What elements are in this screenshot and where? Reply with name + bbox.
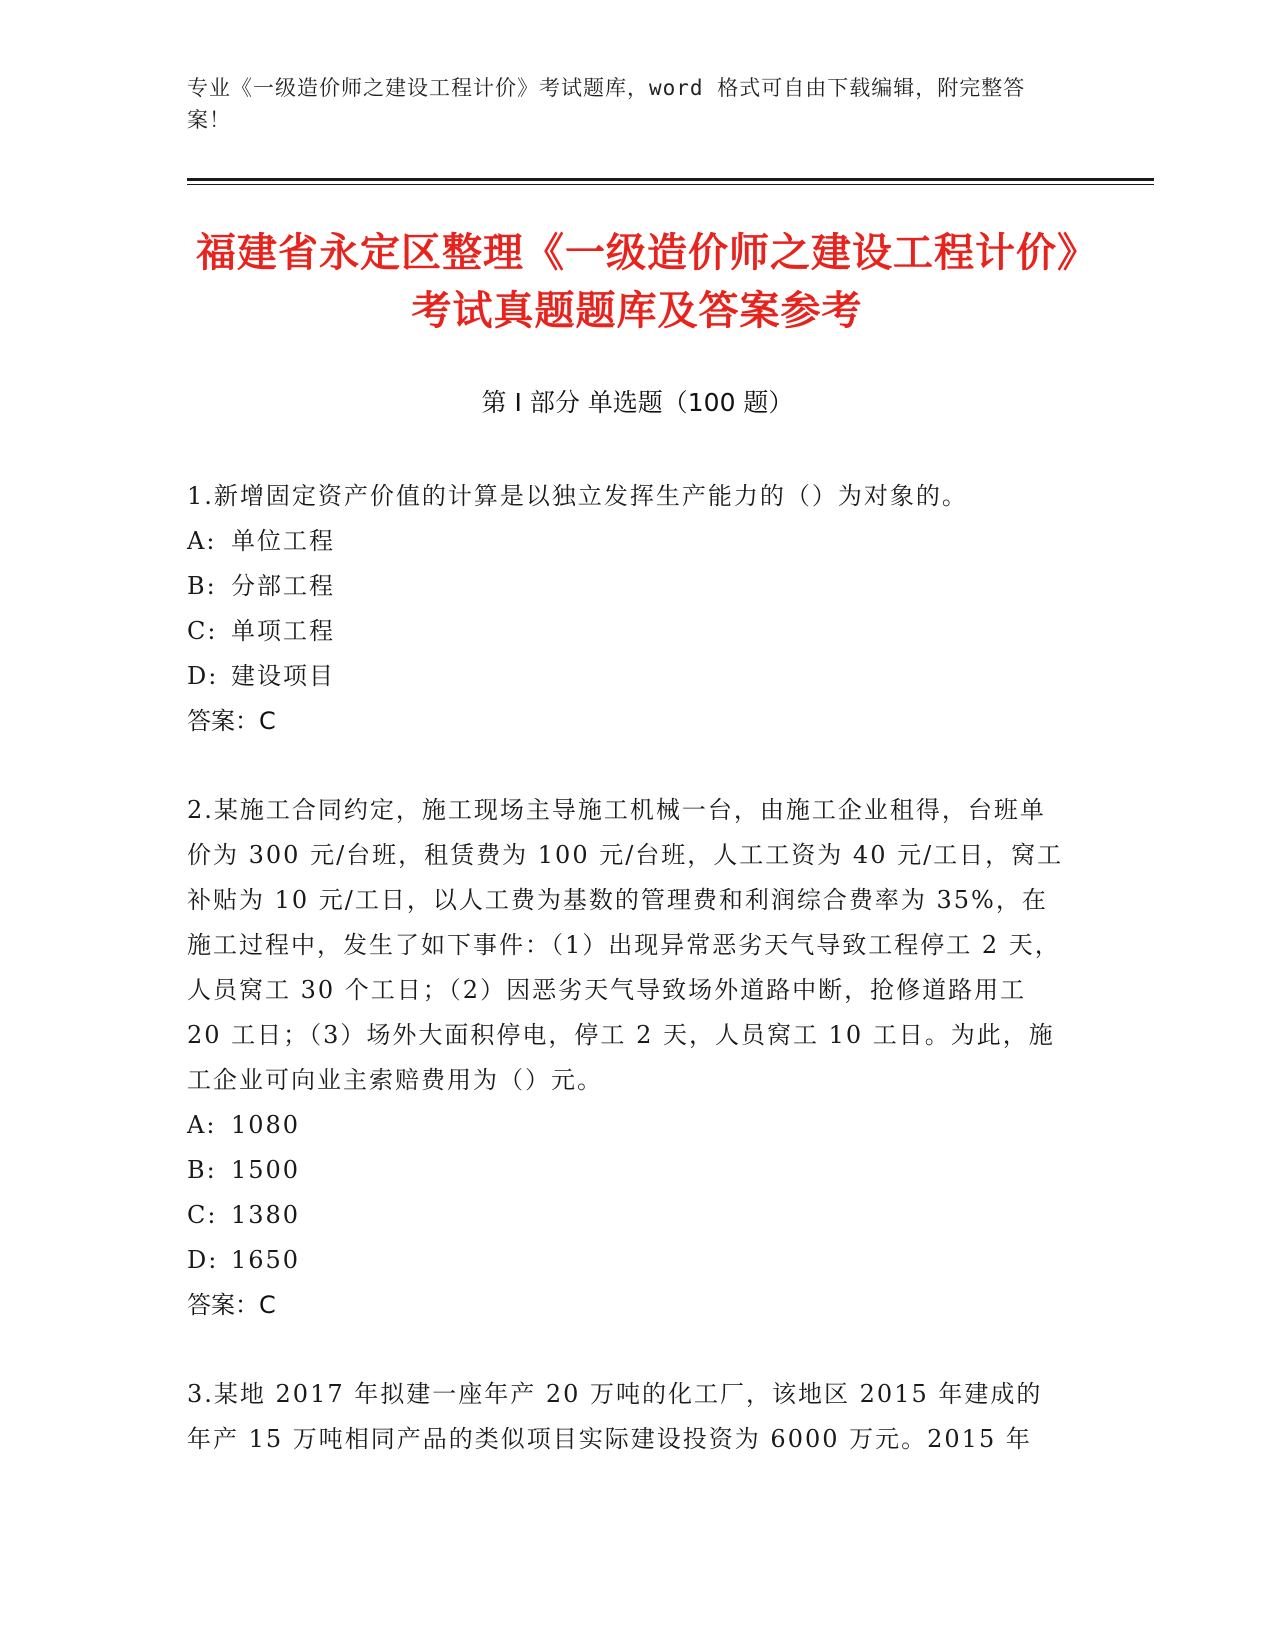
option-c: [187, 609, 1067, 654]
option-d: [187, 654, 1067, 699]
option-letter: D:: [187, 662, 219, 690]
option-b: [187, 564, 1067, 609]
option-text: 单项工程: [231, 617, 335, 645]
option-letter: A:: [187, 1111, 217, 1139]
option-letter: B:: [187, 572, 217, 600]
option-letter: C:: [187, 1201, 218, 1229]
option-letter: A:: [187, 527, 217, 555]
question-stem: 1.新增固定资产价值的计算是以独立发挥生产能力的（）为对象的。: [187, 482, 968, 510]
document-title: 福建省永定区整理《一级造价师之建设工程计价》考试真题题库及答案参考: [196, 230, 1078, 334]
option-letter: B:: [187, 1156, 217, 1184]
answer-line: 答案：C: [187, 1291, 276, 1319]
question-2: [187, 788, 1067, 1328]
option-a: [187, 519, 1067, 564]
answer-line: 答案：C: [187, 707, 276, 735]
question-stem: 2.某施工合同约定，施工现场主导施工机械一台，由施工企业租得，台班单价为 300 元/台班，租赁费为 100 元/台班，人工工资为 40 元/工日，窝工补贴为 10 元/工日，以人工费为基数的管理费和利润综合费率为 35%，在施工过程中，发生了如下事件：（1）出现异常恶劣天气导致工程停工 2 天，人员窝工 30 个工日；（2）因恶劣天气导致场外道路中断，抢修道路用工 20 工日；（3）场外大面积停电，停工 2 天，人员窝工 10 工日。为此，施工企业可向业主索赔费用为（）元。: [187, 796, 1064, 1094]
header-divider-thick: [187, 178, 1154, 181]
option-b: [187, 1148, 1067, 1193]
section-heading: 第 I 部分 单选题（100 题）: [481, 388, 794, 417]
option-d: [187, 1238, 1067, 1283]
option-text: 1500: [231, 1156, 301, 1184]
option-text: 单位工程: [231, 527, 335, 555]
option-c: [187, 1193, 1067, 1238]
header-note: 专业《一级造价师之建设工程计价》考试题库，word 格式可自由下载编辑，附完整答案！: [187, 76, 1026, 132]
option-text: 建设项目: [231, 662, 335, 690]
question-list: [187, 474, 1067, 1506]
option-text: 1650: [231, 1246, 301, 1274]
question-1: [187, 474, 1067, 744]
question-3: [187, 1372, 1067, 1462]
option-text: 分部工程: [231, 572, 335, 600]
option-a: [187, 1103, 1067, 1148]
option-text: 1080: [231, 1111, 301, 1139]
header-divider-thin: [187, 184, 1154, 185]
option-letter: C:: [187, 617, 218, 645]
option-letter: D:: [187, 1246, 219, 1274]
question-stem: 3.某地 2017 年拟建一座年产 20 万吨的化工厂，该地区 2015 年建成的年产 15 万吨相同产品的类似项目实际建设投资为 6000 万元。2015 年: [187, 1380, 1043, 1453]
option-text: 1380: [231, 1201, 301, 1229]
